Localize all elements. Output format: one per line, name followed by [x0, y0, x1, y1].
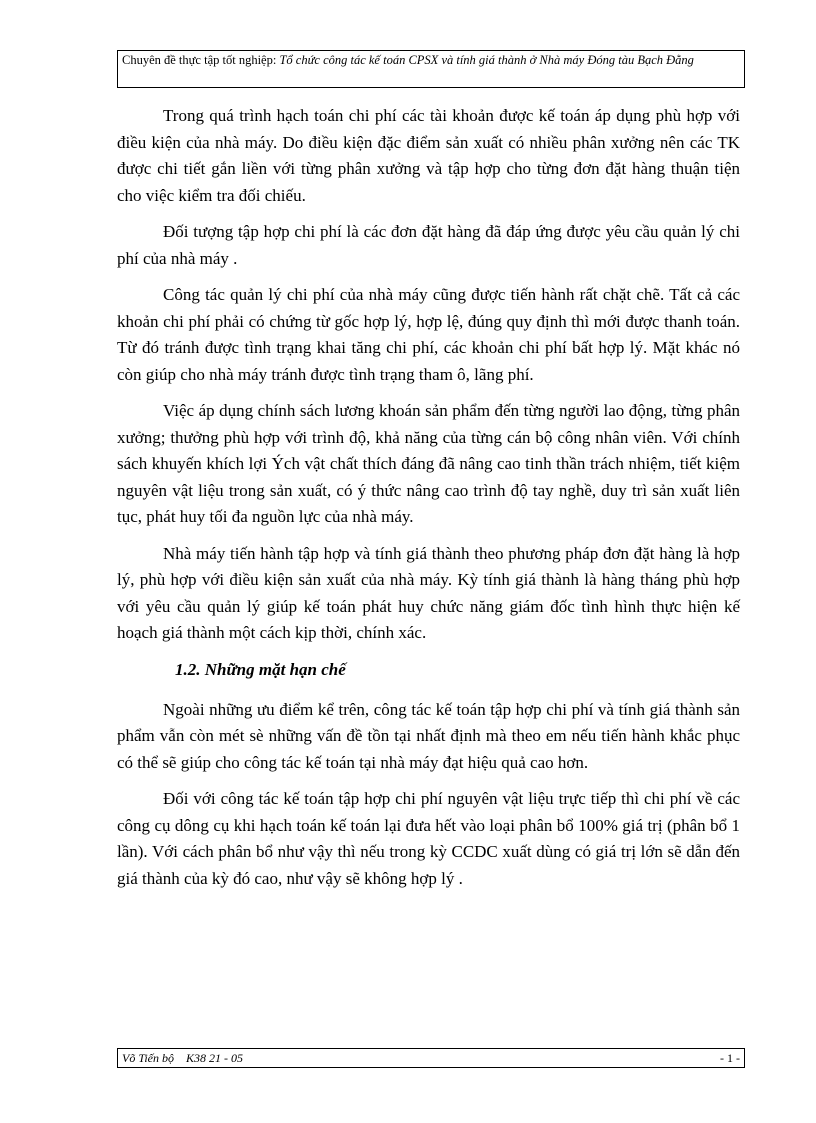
paragraph: Trong quá trình hạch toán chi phí các tài khoản được kế toán áp dụng phù hợp với điều kiện của nhà máy. Do điều kiện đặc điểm sản xuất có nhiều phân xưởng nên các TK được chi tiết gắn liền với từng phân xưởng và tập hợp cho từng đơn đặt hàng thuận tiện cho việc kiểm tra đối chiếu.	[117, 106, 740, 205]
paragraph: Đối với công tác kế toán tập hợp chi phí nguyên vật liệu trực tiếp thì chi phí về các công cụ dông cụ khi hạch toán kế toán lại đưa hết vào loại phân bổ 100% giá trị (phân bổ 1 lần). Với cách phân bổ như vậy thì nếu trong kỳ CCDC xuất dùng có giá trị lớn sẽ dẫn đến giá thành của kỳ đó cao, như vậy sẽ không hợp lý .	[117, 789, 740, 888]
header-prefix: Chuyên đề thực tập tốt nghiệp:	[122, 53, 280, 67]
paragraph: Công tác quản lý chi phí của nhà máy cũng được tiến hành rất chặt chẽ. Tất cả các khoản chi phí phải có chứng từ gốc hợp lý, hợp lệ, đúng quy định thì mới được thanh toán. Từ đó tránh được tình trạng khai tăng chi phí, các khoản chi phí bất hợp lý. Mặt khác nó còn giúp cho nhà máy tránh được tình trạng tham ô, lãng phí.	[117, 285, 740, 384]
paragraph: Việc áp dụng chính sách lương khoán sản phẩm đến từng người lao động, từng phân xưởng; thưởng phù hợp với trình độ, khả năng của từng cán bộ công nhân viên. Với chính sách khuyến khích lợi Ých vật chất thích đáng đã nâng cao tinh thần trách nhiệm, tiết kiệm nguyên vật liệu trong sản xuất, có ý thức nâng cao trình độ tay nghề, duy trì sản xuất liên tục, phát huy tối đa nguồn lực của nhà máy.	[117, 401, 740, 526]
paragraph: Nhà máy tiến hành tập hợp và tính giá thành theo phương pháp đơn đặt hàng là hợp lý, phù hợp với điều kiện sản xuất của nhà máy. Kỳ tính giá thành là hàng tháng phù hợp với yêu cầu quản lý giúp kế toán phát huy chức năng giám đốc tình hình thực hiện kế hoạch giá thành một cách kịp thời, chính xác.	[117, 543, 740, 642]
paragraph: Ngoài những ưu điểm kể trên, công tác kế toán tập hợp chi phí và tính giá thành sản phẩm vẫn còn mét sè những vấn đề tồn tại nhất định mà theo em nếu tiến hành khắc phục có thể sẽ giúp cho công tác kế toán tại nhà máy đạt hiệu quả cao hơn.	[117, 699, 740, 772]
document-body	[117, 103, 740, 902]
author-name: Võ Tiến bộ	[122, 1051, 175, 1065]
paragraph: Đối tượng tập hợp chi phí là các đơn đặt hàng đã đáp ứng được yêu cầu quản lý chi phí của nhà máy .	[117, 222, 740, 268]
section-heading: 1.2. Những mặt hạn chế	[175, 659, 346, 679]
header-title: Tổ chức công tác kế toán CPSX và tính giá thành ở Nhà máy Đóng tàu Bạch Đằng	[279, 53, 694, 67]
footer-author	[122, 1051, 243, 1065]
class-code: K38 21 - 05	[186, 1051, 244, 1065]
page-number: - 1 -	[720, 1051, 740, 1065]
page-header	[117, 50, 745, 88]
page-footer	[117, 1048, 745, 1068]
